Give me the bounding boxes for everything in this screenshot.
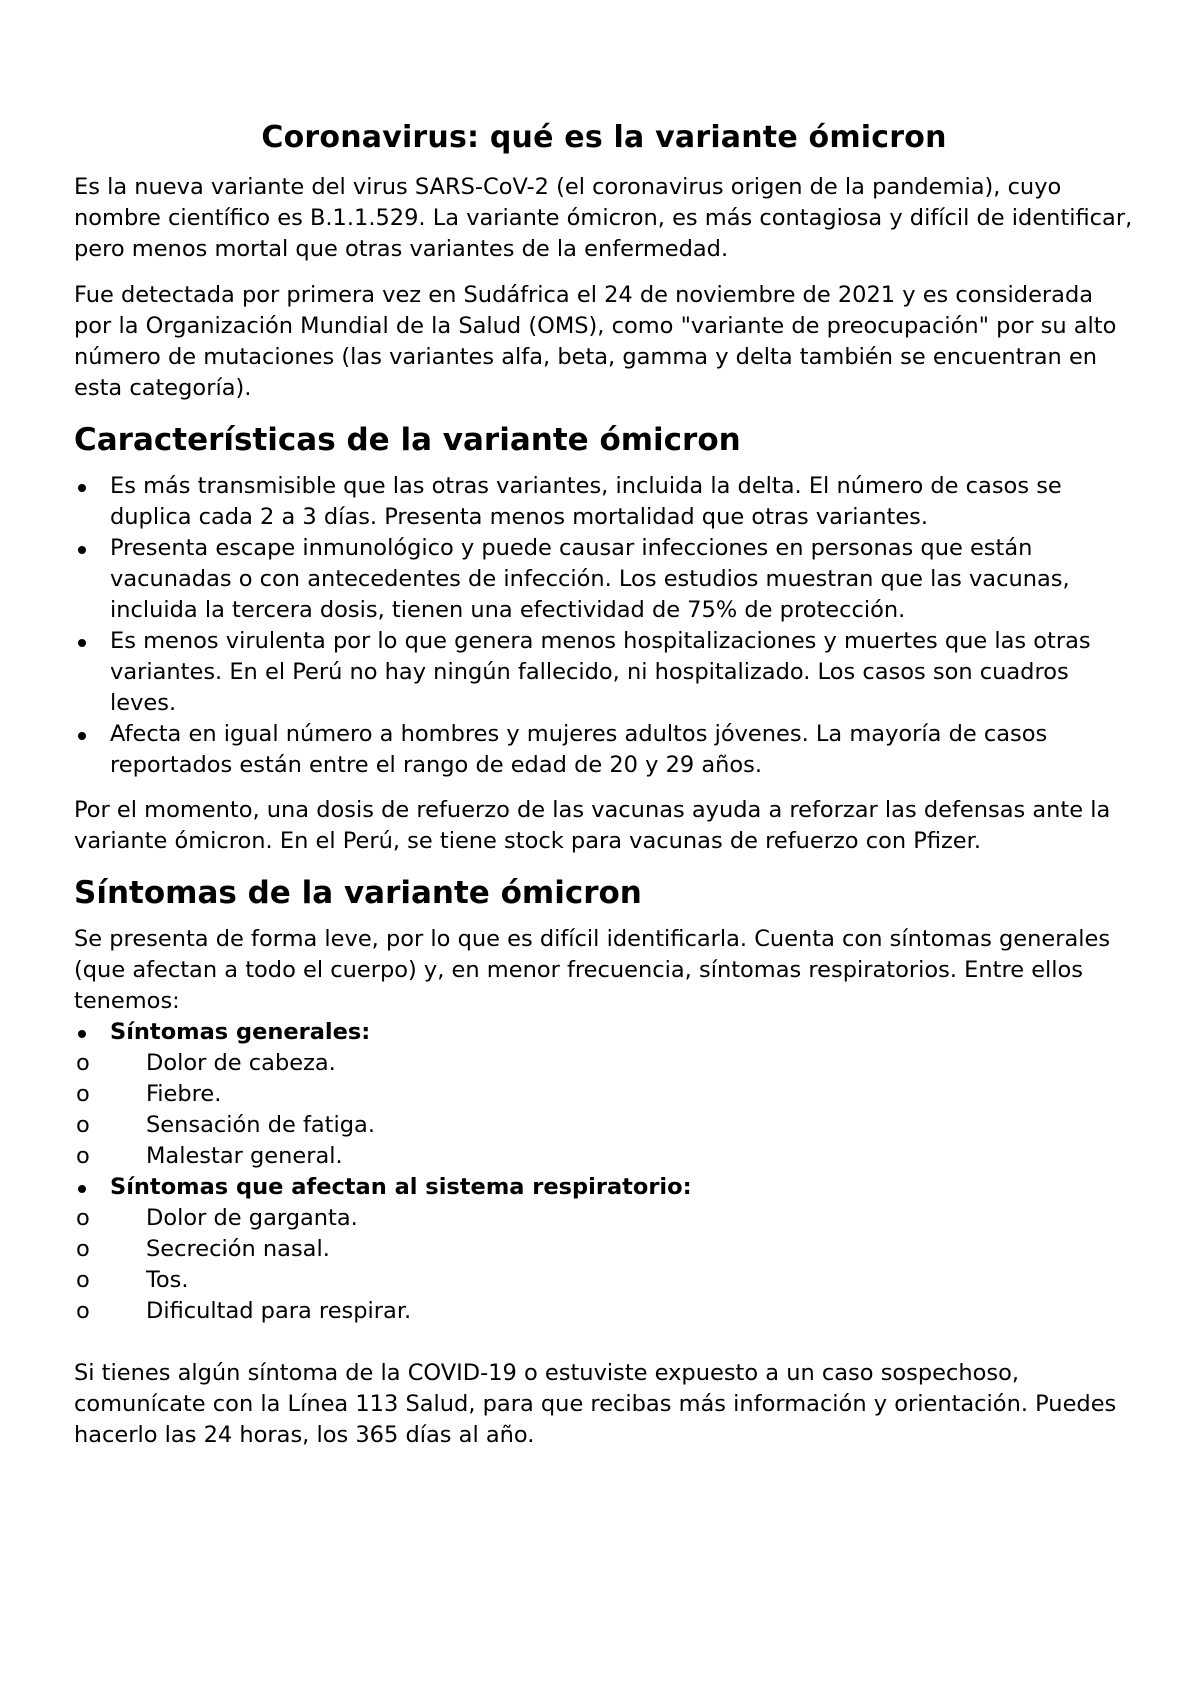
sub-marker: o	[76, 1298, 90, 1324]
list-item: Presenta escape inmunológico y puede causar infecciones en personas que están vacunadas o con antecedentes de infección. Los estudios muestran que las vacunas, incluida la tercera dosis, tienen una efectividad de 75% de protección.	[74, 533, 1134, 626]
intro-paragraph-2: Fue detectada por primera vez en Sudáfrica el 24 de noviembre de 2021 y es considerada por la Organización Mundial de la Salud (OMS), como "variante de preocupación" por su alto número de mutaciones (las variantes alfa, beta, gamma y delta también se encuentran en esta categoría).	[74, 282, 1117, 401]
list-item: o Sensación de fatiga.	[74, 1110, 1134, 1141]
list-item: o Fiebre.	[74, 1079, 1134, 1110]
symptom-group-respiratory: Síntomas que afectan al sistema respiratorio:	[74, 1172, 1134, 1203]
closing-paragraph: Si tienes algún síntoma de la COVID-19 o estuviste expuesto a un caso sospechoso, comunícate con la Línea 113 Salud, para que recibas más información y orientación. Puedes hacerlo las 24 horas, los 365 días al año.	[74, 1360, 1117, 1448]
intro-paragraph-1: Es la nueva variante del virus SARS-CoV-2 (el coronavirus origen de la pandemia), cuyo nombre científico es B.1.1.529. La variante ómicron, es más contagiosa y difícil de identificar, pero menos mortal que otras variantes de la enfermedad.	[74, 174, 1133, 262]
sub-marker: o	[76, 1236, 90, 1262]
list-item: o Dificultad para respirar.	[74, 1296, 1134, 1327]
sub-marker: o	[76, 1081, 90, 1107]
sub-marker: o	[76, 1267, 90, 1293]
booster-paragraph: Por el momento, una dosis de refuerzo de las vacunas ayuda a reforzar las defensas ante la variante ómicron. En el Perú, se tiene stock para vacunas de refuerzo con Pfizer.	[74, 797, 1111, 854]
list-item: o Dolor de garganta.	[74, 1203, 1134, 1234]
list-item: o Dolor de cabeza.	[74, 1048, 1134, 1079]
spacer	[74, 1327, 1134, 1358]
list-item: Afecta en igual número a hombres y mujeres adultos jóvenes. La mayoría de casos reportados están entre el rango de edad de 20 y 29 años.	[74, 719, 1134, 781]
characteristics-list	[74, 471, 1134, 781]
symptoms-intro: Se presenta de forma leve, por lo que es difícil identificarla. Cuenta con síntomas generales (que afectan a todo el cuerpo) y, en menor frecuencia, síntomas respiratorios. Entre ellos tenemos:	[74, 926, 1111, 1014]
characteristics-heading: Características de la variante ómicron	[74, 422, 741, 458]
sub-marker: o	[76, 1112, 90, 1138]
sub-marker: o	[76, 1050, 90, 1076]
symptom-group-general: Síntomas generales:	[74, 1017, 1134, 1048]
list-item: o Malestar general.	[74, 1141, 1134, 1172]
sub-marker: o	[76, 1143, 90, 1169]
document-page	[74, 118, 1134, 1466]
list-item: o Tos.	[74, 1265, 1134, 1296]
list-item: Es menos virulenta por lo que genera menos hospitalizaciones y muertes que las otras variantes. En el Perú no hay ningún fallecido, ni hospitalizado. Los casos son cuadros leves.	[74, 626, 1134, 719]
list-item: Es más transmisible que las otras variantes, incluida la delta. El número de casos se duplica cada 2 a 3 días. Presenta menos mortalidad que otras variantes.	[74, 471, 1134, 533]
page-title: Coronavirus: qué es la variante ómicron	[261, 120, 947, 155]
list-item: o Secreción nasal.	[74, 1234, 1134, 1265]
symptoms-list	[74, 1017, 1134, 1327]
symptoms-heading: Síntomas de la variante ómicron	[74, 875, 642, 911]
sub-marker: o	[76, 1205, 90, 1231]
